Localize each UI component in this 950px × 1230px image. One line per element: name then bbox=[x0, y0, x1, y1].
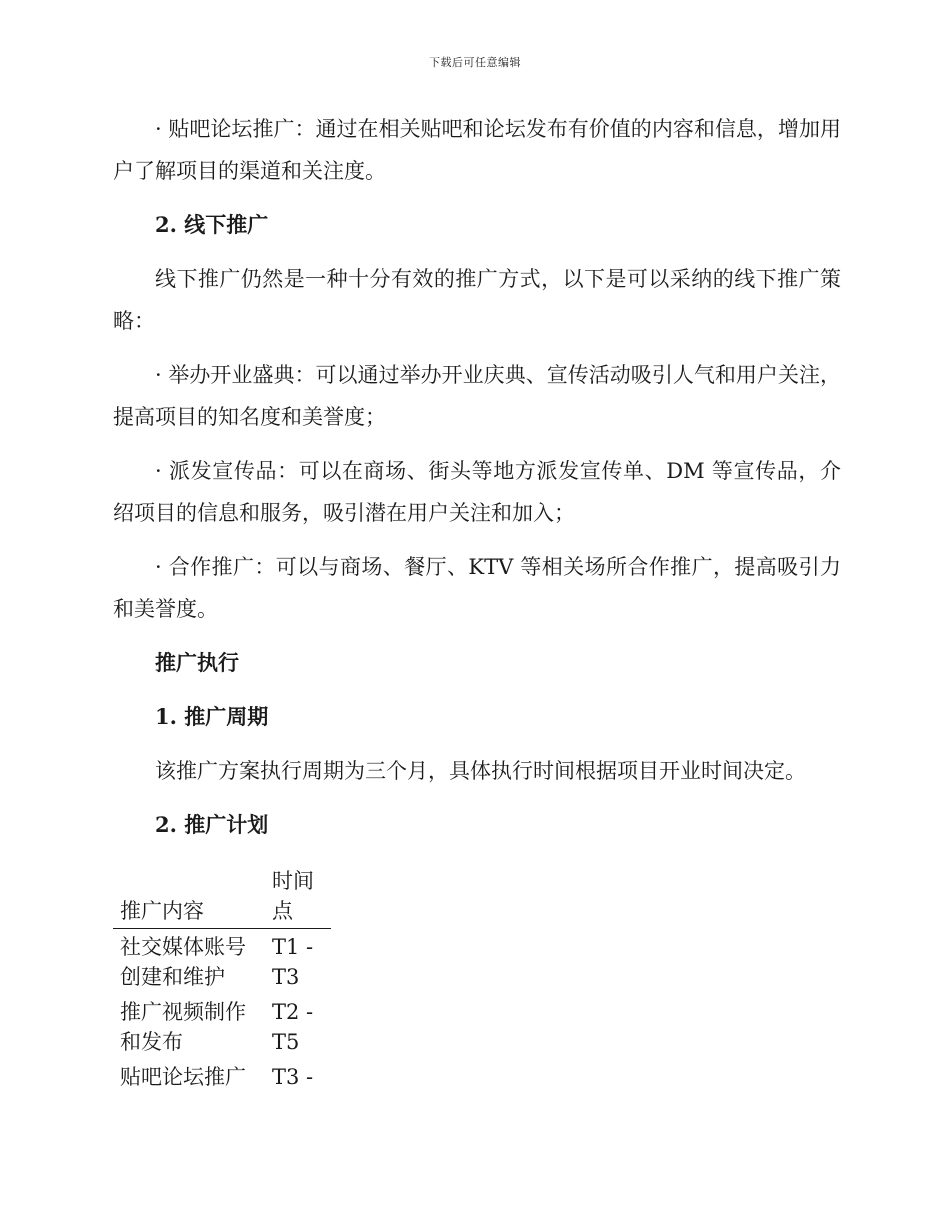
table-row bbox=[113, 1059, 331, 1094]
heading-promotion-period: 1. 推广周期 bbox=[155, 704, 269, 729]
table-header-time: 时间点 bbox=[272, 869, 314, 923]
promotion-plan-table bbox=[113, 866, 331, 1094]
paragraph-forum-promotion: · 贴吧论坛推广：通过在相关贴吧和论坛发布有价值的内容和信息，增加用户了解项目的渠道和关注度。 bbox=[113, 117, 841, 183]
table-row bbox=[113, 929, 331, 995]
table-cell-time: T2 - T5 bbox=[272, 1000, 314, 1054]
paragraph-cooperation: · 合作推广：可以与商场、餐厅、KTV 等相关场所合作推广，提高吸引力和美誉度。 bbox=[113, 555, 841, 621]
document-body bbox=[113, 108, 841, 1094]
table-header-content: 推广内容 bbox=[120, 899, 204, 923]
paragraph-opening-ceremony: · 举办开业盛典：可以通过举办开业庆典、宣传活动吸引人气和用户关注，提高项目的知名度和美誉度； bbox=[113, 363, 841, 429]
page-header: 下载后可任意编辑 bbox=[429, 56, 521, 69]
heading-promotion-execution: 推广执行 bbox=[155, 650, 239, 675]
table-cell-content: 推广视频制作和发布 bbox=[120, 1000, 246, 1054]
heading-offline-promotion: 2. 线下推广 bbox=[155, 212, 269, 237]
table-cell-time: T3 - bbox=[272, 1065, 314, 1089]
table-cell-content: 社交媒体账号创建和维护 bbox=[120, 935, 246, 989]
paragraph-flyers: · 派发宣传品：可以在商场、街头等地方派发宣传单、DM 等宣传品，介绍项目的信息和服务，吸引潜在用户关注和加入； bbox=[113, 459, 841, 525]
paragraph-offline-intro: 线下推广仍然是一种十分有效的推广方式，以下是可以采纳的线下推广策略： bbox=[113, 267, 841, 333]
table-cell-time: T1 - T3 bbox=[272, 935, 314, 989]
table-row bbox=[113, 994, 331, 1059]
table-cell-content: 贴吧论坛推广 bbox=[120, 1065, 246, 1089]
table-header-row bbox=[113, 866, 331, 929]
heading-promotion-plan: 2. 推广计划 bbox=[155, 812, 269, 837]
paragraph-period-detail: 该推广方案执行周期为三个月，具体执行时间根据项目开业时间决定。 bbox=[155, 759, 806, 783]
